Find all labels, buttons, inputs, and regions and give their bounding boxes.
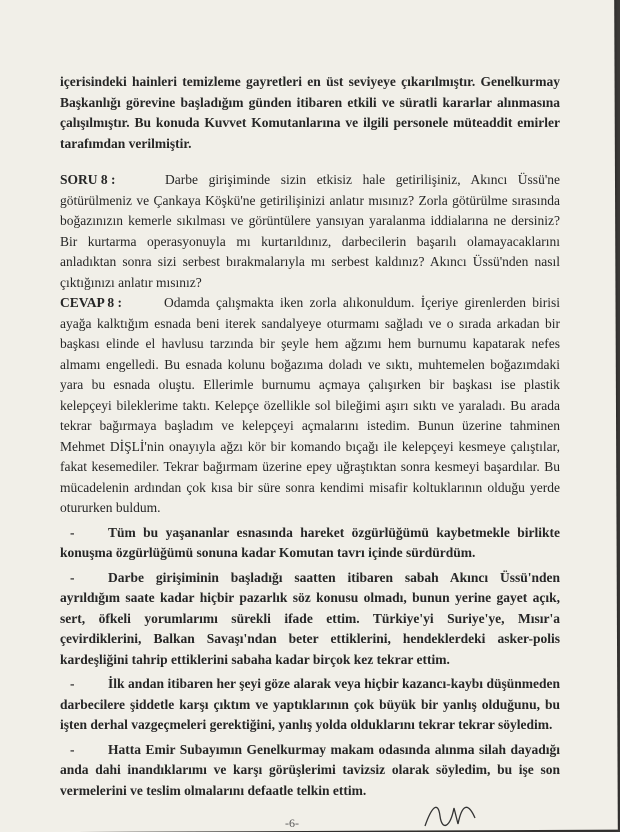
intro-paragraph: içerisindeki hainleri temizleme gayretleri en üst seviyeye çıkarılmıştır. Genelkurmay Başkanlığı görevine başladığım günden itibaren etkili ve süratli kararlar alınmasına çalışılmıştır. Bu konuda Kuvvet Komutanlarına ve ilgili personele müteaddit emirler tarafımdan verilmiştir.	[60, 74, 560, 151]
answer-8	[60, 293, 560, 519]
bullet-dash: -	[70, 524, 75, 540]
bullet-paragraph-2	[60, 568, 560, 671]
bullet-dash: -	[70, 676, 75, 691]
bullet-dash: -	[70, 569, 75, 585]
answer-text: Odamda çalışmakta iken zorla alıkonuldum. İçeriye girenlerden birisi ayağa kalktığım esnada beni iterek sandalyeye oturmamı sağladı ve o sırada arkadan bir başkası elinde el havlusu tarzında bir şeyle hem ağzımı hem burnumu kapatarak nefes almamı engelledi. Bu esnada kolunu boğazıma doladı ve sıktı, muhtemelen boğazımdaki yara bu esnada oluştu. Ellerimle burnumu açmaya çalışırken bir başkası ise plastik kelepçeyi bileklerime taktı. Kelepçe özellikle sol bileğimi aşırı sıktı ve yaraladı. Bu arada tekrar bağırmaya başladım ve kelepçeyi açmalarını istedim. Bunun üzerine tahminen Mehmet DİŞLİ'nin onayıyla ağzı kör bir komando bıçağı ile kelepçeyi kesmeye çalıştılar, fakat kesemediler. Tekrar bağırmam üzerine epey uğraştıktan sonra kesmeyi başardılar. Bu mücadelenin ardından çok kısa bir süre sonra kendimi misafir koltuklarının olduğu yerde otururken buldum.	[60, 295, 560, 515]
bullet-paragraph-1	[60, 523, 560, 564]
bullet-text: Tüm bu yaşananlar esnasında hareket özgürlüğümü kaybetmekle birlikte konuşma özgürlüğümü sonuna kadar Komutan tavrı içinde sürdürdüm.	[60, 524, 560, 560]
bullet-paragraph-3	[60, 674, 560, 736]
answer-label: CEVAP 8 :	[60, 295, 123, 310]
bullet-paragraph-4	[60, 740, 560, 802]
bullet-text: İlk andan itibaren her şeyi göze alarak veya hiçbir kazancı-kaybı düşünmeden darbecilere şiddetle karşı çıktım ve yaptıklarının çok büyük bir yanlış olduğunu, bu işten derhal vazgeçmeleri gerektiğini, yanlış yolda olduklarını tekrar tekrar söyledim.	[60, 676, 560, 732]
question-8	[60, 170, 560, 293]
bullet-text: Hatta Emir Subayımın Genelkurmay makam odasında alınma silah dayadığı anda dahi inandıklarımı ve karşı görüşlerimi tavizsiz olarak söyledim, bu işe son vermelerini ve teslim olmalarını defaatle telkin ettim.	[60, 741, 560, 798]
page-number: -6-	[285, 816, 299, 830]
question-label: SORU 8 :	[60, 172, 116, 187]
document-body	[60, 72, 560, 801]
question-text: Darbe girişiminde sizin etkisiz hale getirilişiniz, Akıncı Üssü'ne götürülmeniz ve Çankaya Köşkü'ne getirilişinizi anlatır mısınız? Zorla götürülme sırasında boğazınızın kemerle sıkılması ve görüntülere yansıyan yaralanma iddialarına ne dersiniz? Bir kurtarma operasyonuyla mı kurtarıldınız, darbecilerin başarılı olamayacaklarını anladıktan sonra sizi serbest bırakmalarıyla mı serbest kaldınız? Akıncı Üssü'nden nasıl çıktığınızı anlatır mısınız?	[60, 172, 560, 290]
signature-mark	[420, 796, 480, 830]
bullet-dash: -	[70, 741, 75, 757]
bullet-text: Darbe girişiminin başladığı saatten itibaren sabah Akıncı Üssü'nden ayrıldığım saate kadar hiçbir pazarlık söz konusu olmadı, bunun yerine gayet açık, sert, öfkeli yorumlarımı sürekli ifade ettim. Türkiye'yi Suriye'ye, Mısır'a çevirdiklerini, Balkan Savaşı'ndan beter ettiklerini, hendeklerdeki asker-polis kardeşliğini tahrip ettiklerini sabaha kadar birçok kez tekrar ettim.	[60, 569, 560, 667]
